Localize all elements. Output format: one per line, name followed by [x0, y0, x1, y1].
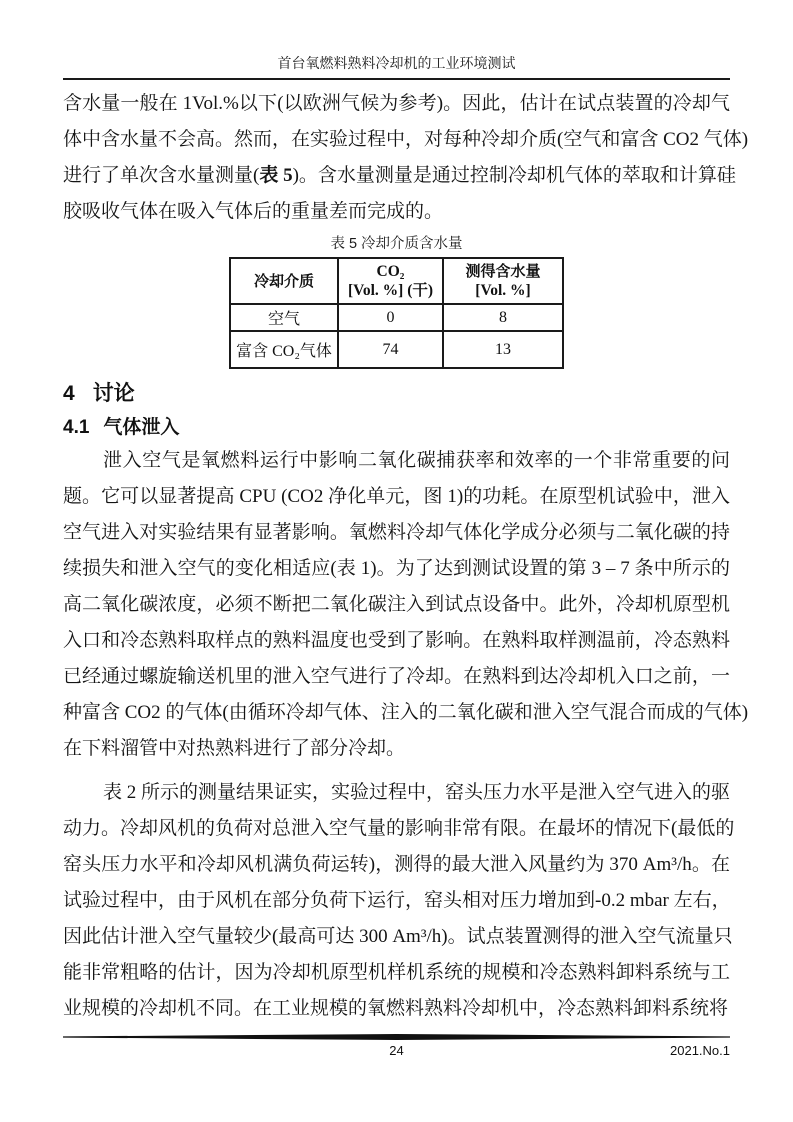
paragraph-line: 泄入空气是氧燃料运行中影响二氧化碳捕获率和效率的一个非常重要的问 — [103, 450, 730, 471]
paragraph-line: 入口和冷态熟料取样点的熟料温度也受到了影响。在熟料取样测温前，冷态熟料 — [63, 630, 730, 651]
table-5-moisture-content — [229, 257, 564, 369]
page-footer — [63, 1034, 730, 1059]
paragraph-line: 已经通过螺旋输送机里的泄入空气进行了冷却。在熟料到达冷却机入口之前，一 — [63, 666, 730, 687]
paragraph-line: 业规模的冷却机不同。在工业规模的氧燃料熟料冷却机中，冷态熟料卸料系统将 — [63, 998, 729, 1019]
paragraph-line: 种富含 CO2 的气体(由循环冷却气体、注入的二氧化碳和泄入空气混合而成的气体) — [63, 702, 749, 723]
subsection-title: 气体泄入 — [103, 417, 180, 438]
section-number: 4 — [63, 382, 75, 405]
cell-medium: 富含 CO₂气体 — [230, 331, 338, 368]
cell-co2: 74 — [338, 331, 443, 368]
subsection-heading-4-1 — [63, 416, 730, 440]
paragraph-line: 窑头压力水平和冷却风机满负荷运转)，测得的最大泄入风量约为 370 Am³/h。在 — [63, 854, 730, 875]
paragraph-line: 胶吸收气体在吸入气体后的重量差而完成的。 — [63, 201, 444, 222]
cell-moisture: 13 — [443, 331, 563, 368]
paragraph-line: 题。它可以显著提高 CPU (CO2 净化单元，图 1)的功耗。在原型机试验中，泄入 — [63, 486, 730, 507]
paragraph-line: 因此估计泄入空气量较少(最高可达 300 Am³/h)。试点装置测得的泄入空气流量只 — [63, 926, 733, 947]
paragraph-line: 能非常粗略的估计，因为冷却机原型机样机系统的规模和冷态熟料卸料系统与工 — [63, 962, 730, 983]
section-heading-4 — [63, 381, 730, 407]
column-header-moisture-line1: 测得含水量 — [465, 263, 541, 280]
column-header-co2-line1: CO₂ — [376, 263, 405, 280]
table-row — [230, 331, 563, 368]
paragraph-line: 在下料溜管中对热熟料进行了部分冷却。 — [63, 738, 406, 759]
subsection-number: 4.1 — [63, 417, 90, 438]
paragraph-line — [63, 158, 736, 194]
cell-medium: 空气 — [230, 304, 338, 331]
cell-co2: 0 — [338, 304, 443, 331]
journal-issue: 2021.No.1 — [670, 1043, 730, 1058]
paragraph-2 — [63, 443, 749, 767]
paragraph-3 — [63, 775, 735, 1027]
table-row — [230, 304, 563, 331]
column-header-measured-moisture — [443, 258, 563, 304]
text-segment: )。含水量测量是通过控制冷却机气体的萃取和计算硅 — [292, 165, 736, 186]
running-header-title: 首台氧燃料熟料冷却机的工业环境测试 — [277, 57, 516, 72]
table-caption: 表 5 冷却介质含水量 — [330, 236, 463, 252]
paragraph-line: 体中含水量不会高。然而，在实验过程中，对每种冷却介质(空气和富含 CO2 气体) — [63, 129, 749, 150]
column-header-moisture-line2: [Vol. %] — [475, 282, 531, 299]
text-segment: 进行了单次含水量测量( — [63, 165, 260, 186]
footer-rule — [63, 1034, 730, 1040]
paragraph-line: 续损失和泄入空气的变化相适应(表 1)。为了达到测试设置的第 3 – 7 条中所示的 — [63, 558, 730, 579]
column-header-cooling-medium: 冷却介质 — [230, 258, 338, 304]
page-content — [63, 86, 749, 1027]
paragraph-line: 试验过程中，由于风机在部分负荷下运行，窑头相对压力增加到-0.2 mbar 左右， — [63, 890, 731, 911]
paragraph-line: 含水量一般在 1Vol.%以下(以欧洲气候为参考)。因此，估计在试点装置的冷却气 — [63, 93, 730, 114]
page-number: 24 — [389, 1043, 404, 1058]
paragraph-1 — [63, 86, 749, 230]
table-header-row — [230, 258, 563, 304]
paragraph-line: 表 2 所示的测量结果证实，实验过程中，窑头压力水平是泄入空气进入的驱 — [103, 782, 731, 803]
paragraph-line: 动力。冷却风机的负荷对总泄入空气量的影响非常有限。在最坏的情况下(最低的 — [63, 818, 735, 839]
paragraph-line: 高二氧化碳浓度，必须不断把二氧化碳注入到试点设备中。此外，冷却机原型机 — [63, 594, 730, 615]
footer-text-row — [63, 1042, 730, 1059]
paragraph-line: 空气进入对实验结果有显著影响。氧燃料冷却气体化学成分必须与二氧化碳的持 — [63, 522, 730, 543]
section-title: 讨论 — [92, 382, 135, 405]
running-header — [63, 0, 730, 80]
column-header-co2 — [338, 258, 443, 304]
cell-moisture: 8 — [443, 304, 563, 331]
column-header-co2-line2: [Vol. %] (干) — [347, 282, 434, 299]
bold-table-reference: 表 5 — [259, 165, 293, 186]
